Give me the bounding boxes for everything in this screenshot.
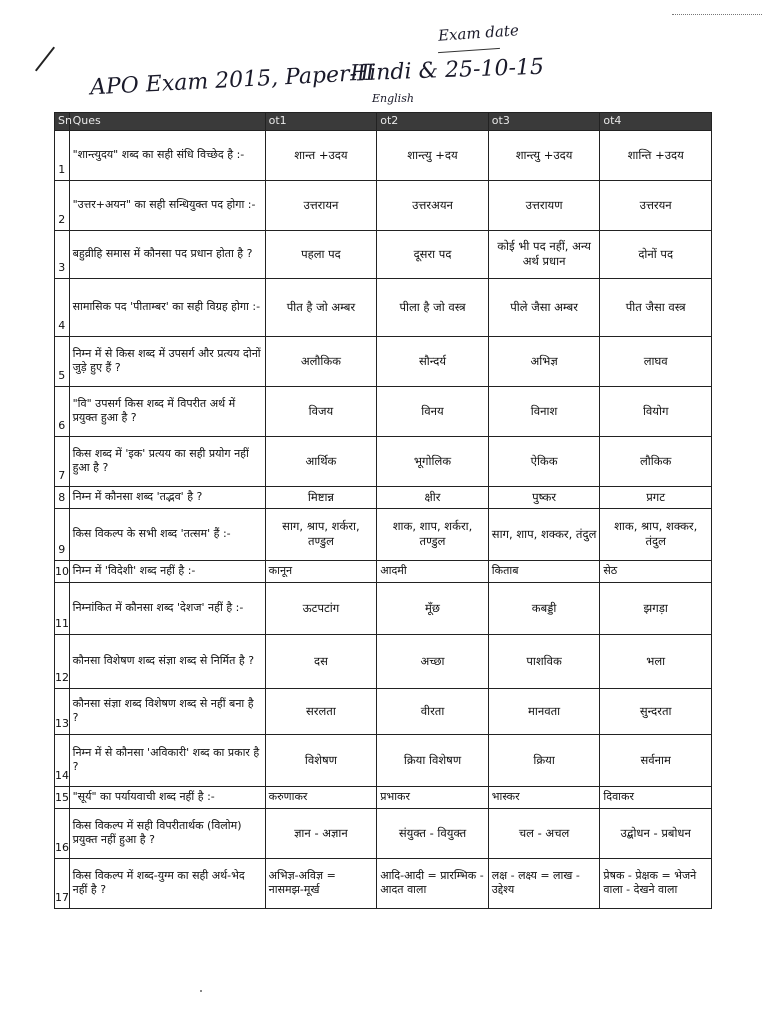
question-text: किस विकल्प में शब्द-युग्म का सही अर्थ-भेद नहीं है ?: [69, 858, 265, 908]
header-ques: Ques: [69, 113, 265, 131]
table-row: [55, 278, 712, 336]
page-title: APO Exam 2015, Paper-II: [89, 60, 375, 101]
option-4: उत्तरयन: [600, 180, 712, 230]
option-3: शान्त्यु +उदय: [488, 130, 600, 180]
option-1: विजय: [265, 386, 377, 436]
row-number: 10: [55, 560, 70, 582]
row-number: 9: [55, 508, 70, 560]
table-row: [55, 858, 712, 908]
option-4: दोनों पद: [600, 230, 712, 278]
question-text: बहुव्रीहि समास में कौनसा पद प्रधान होता है ?: [69, 230, 265, 278]
row-number: 12: [55, 634, 70, 688]
option-4: पीत जैसा वस्त्र: [600, 278, 712, 336]
question-text: सामासिक पद 'पीताम्बर' का सही विग्रह होगा :-: [69, 278, 265, 336]
option-2: उत्तरअयन: [377, 180, 489, 230]
question-table: [54, 112, 712, 909]
option-2: दूसरा पद: [377, 230, 489, 278]
table-row: [55, 734, 712, 786]
question-text: निम्न में से किस शब्द में उपसर्ग और प्रत्यय दोनों जुड़े हुए हैं ?: [69, 336, 265, 386]
scan-speck: [200, 990, 202, 992]
option-2: आदि-आदी = प्रारम्भिक - आदत वाला: [377, 858, 489, 908]
table-row: [55, 582, 712, 634]
question-text: निम्न में कौनसा शब्द 'तद्भव' है ?: [69, 486, 265, 508]
option-1: करुणाकर: [265, 786, 377, 808]
option-2: पीला है जो वस्त्र: [377, 278, 489, 336]
option-2: भूगोलिक: [377, 436, 489, 486]
row-number: 8: [55, 486, 70, 508]
table-row: [55, 130, 712, 180]
option-4: लौकिक: [600, 436, 712, 486]
note-underline: [438, 48, 500, 53]
option-3: भास्कर: [488, 786, 600, 808]
option-3: चल - अचल: [488, 808, 600, 858]
option-1: विशेषण: [265, 734, 377, 786]
option-1: पहला पद: [265, 230, 377, 278]
table-row: [55, 230, 712, 278]
option-4: वियोग: [600, 386, 712, 436]
question-text: किस शब्द में 'इक' प्रत्यय का सही प्रयोग नहीं हुआ है ?: [69, 436, 265, 486]
row-number: 13: [55, 688, 70, 734]
option-2: संयुक्त - वियुक्त: [377, 808, 489, 858]
subject-date: Hindi & 25-10-15: [349, 54, 545, 87]
table-header-row: [55, 113, 712, 131]
row-number: 4: [55, 278, 70, 336]
header-ot3: ot3: [488, 113, 600, 131]
option-4: भला: [600, 634, 712, 688]
option-1: उत्तरायन: [265, 180, 377, 230]
row-number: 17: [55, 858, 70, 908]
table-row: [55, 436, 712, 486]
option-2: वीरता: [377, 688, 489, 734]
option-2: शाक, शाप, शर्करा, तण्डुल: [377, 508, 489, 560]
option-4: सुन्दरता: [600, 688, 712, 734]
row-number: 14: [55, 734, 70, 786]
option-2: प्रभाकर: [377, 786, 489, 808]
option-2: विनय: [377, 386, 489, 436]
option-3: कोई भी पद नहीं, अन्य अर्थ प्रधान: [488, 230, 600, 278]
option-1: सरलता: [265, 688, 377, 734]
row-number: 16: [55, 808, 70, 858]
scan-dotted-line: [672, 14, 762, 15]
option-3: ऐकिक: [488, 436, 600, 486]
option-4: शान्ति +उदय: [600, 130, 712, 180]
table-row: [55, 688, 712, 734]
option-2: सौन्दर्य: [377, 336, 489, 386]
option-4: प्रेषक - प्रेक्षक = भेजने वाला - देखने वाला: [600, 858, 712, 908]
option-2: अच्छा: [377, 634, 489, 688]
question-text: निम्न में 'विदेशी' शब्द नहीं है :-: [69, 560, 265, 582]
row-number: 15: [55, 786, 70, 808]
option-4: उद्बोधन - प्रबोधन: [600, 808, 712, 858]
option-2: आदमी: [377, 560, 489, 582]
option-1: पीत है जो अम्बर: [265, 278, 377, 336]
header-ot2: ot2: [377, 113, 489, 131]
header-sn: Sn: [55, 113, 70, 131]
row-number: 2: [55, 180, 70, 230]
option-1: दस: [265, 634, 377, 688]
option-3: पुष्कर: [488, 486, 600, 508]
question-text: कौनसा विशेषण शब्द संज्ञा शब्द से निर्मित है ?: [69, 634, 265, 688]
table-row: [55, 560, 712, 582]
question-text: "सूर्य" का पर्यायवाची शब्द नहीं है :-: [69, 786, 265, 808]
note-exam-date: Exam date: [437, 21, 520, 45]
option-1: मिष्टान्न: [265, 486, 377, 508]
option-4: सर्वनाम: [600, 734, 712, 786]
question-text: कौनसा संज्ञा शब्द विशेषण शब्द से नहीं बना है ?: [69, 688, 265, 734]
table-row: [55, 808, 712, 858]
option-2: क्षीर: [377, 486, 489, 508]
row-number: 5: [55, 336, 70, 386]
option-3: अभिज्ञ: [488, 336, 600, 386]
option-1: ज्ञान - अज्ञान: [265, 808, 377, 858]
header-ot4: ot4: [600, 113, 712, 131]
option-4: प्रगट: [600, 486, 712, 508]
option-3: पीले जैसा अम्बर: [488, 278, 600, 336]
option-3: कबड्डी: [488, 582, 600, 634]
table-row: [55, 508, 712, 560]
option-1: अलौकिक: [265, 336, 377, 386]
table-row: [55, 180, 712, 230]
table-row: [55, 386, 712, 436]
option-4: लाघव: [600, 336, 712, 386]
table-row: [55, 786, 712, 808]
option-2: क्रिया विशेषण: [377, 734, 489, 786]
table-row: [55, 336, 712, 386]
option-3: विनाश: [488, 386, 600, 436]
table-row: [55, 634, 712, 688]
option-4: दिवाकर: [600, 786, 712, 808]
question-text: निम्न में से कौनसा 'अविकारी' शब्द का प्रकार है ?: [69, 734, 265, 786]
option-1: साग, श्राप, शर्करा, तण्डुल: [265, 508, 377, 560]
option-3: मानवता: [488, 688, 600, 734]
question-text: किस विकल्प के सभी शब्द 'तत्सम' हैं :-: [69, 508, 265, 560]
question-text: किस विकल्प में सही विपरीतार्थक (विलोम) प्रयुक्त नहीं हुआ है ?: [69, 808, 265, 858]
option-1: ऊटपटांग: [265, 582, 377, 634]
option-4: झगड़ा: [600, 582, 712, 634]
question-text: निम्नांकित में कौनसा शब्द 'देशज' नहीं है :-: [69, 582, 265, 634]
row-number: 1: [55, 130, 70, 180]
option-3: किताब: [488, 560, 600, 582]
option-3: लक्ष - लक्ष्य = लाख - उद्देश्य: [488, 858, 600, 908]
question-text: "उत्तर+अयन" का सही सन्धियुक्त पद होगा :-: [69, 180, 265, 230]
row-number: 11: [55, 582, 70, 634]
option-3: क्रिया: [488, 734, 600, 786]
pen-mark: [35, 47, 55, 72]
table-row: [55, 486, 712, 508]
header-ot1: ot1: [265, 113, 377, 131]
row-number: 6: [55, 386, 70, 436]
option-2: मूँछ: [377, 582, 489, 634]
option-1: शान्त +उदय: [265, 130, 377, 180]
note-english: English: [372, 92, 414, 105]
option-3: साग, शाप, शक्कर, तंदुल: [488, 508, 600, 560]
option-2: शान्त्यु +दय: [377, 130, 489, 180]
question-text: "शान्त्युदय" शब्द का सही संधि विच्छेद है :-: [69, 130, 265, 180]
option-3: पाशविक: [488, 634, 600, 688]
option-4: सेठ: [600, 560, 712, 582]
option-1: अभिज्ञ-अविज्ञ = नासमझ-मूर्ख: [265, 858, 377, 908]
option-1: आर्थिक: [265, 436, 377, 486]
question-text: "वि" उपसर्ग किस शब्द में विपरीत अर्थ में प्रयुक्त हुआ है ?: [69, 386, 265, 436]
option-1: कानून: [265, 560, 377, 582]
option-3: उत्तरायण: [488, 180, 600, 230]
row-number: 3: [55, 230, 70, 278]
row-number: 7: [55, 436, 70, 486]
option-4: शाक, श्राप, शक्कर, तंदुल: [600, 508, 712, 560]
